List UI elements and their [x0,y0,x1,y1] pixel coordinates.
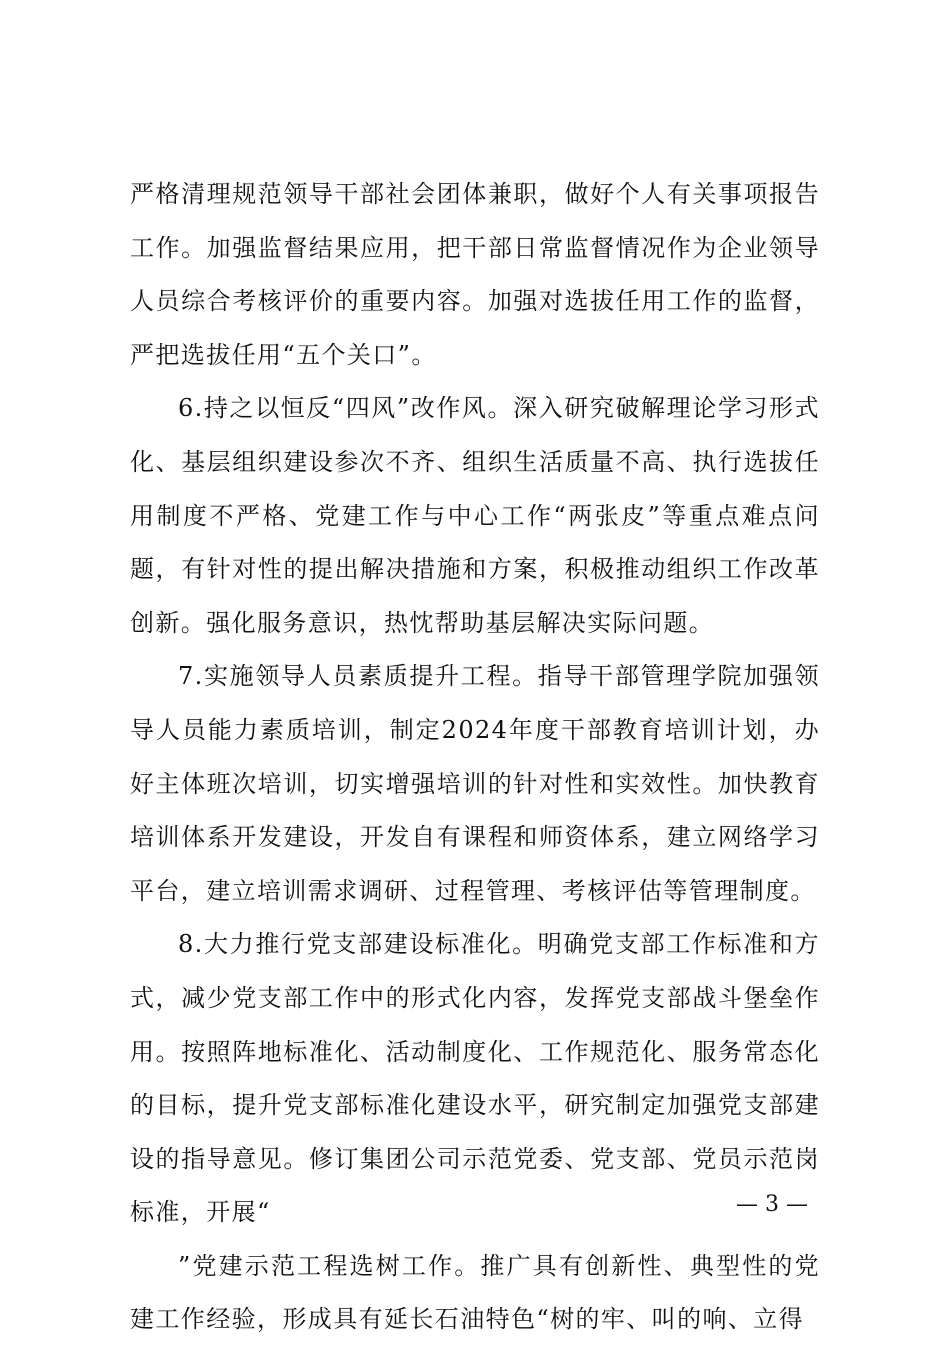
paragraph-continued: 严格清理规范领导干部社会团体兼职，做好个人有关事项报告工作。加强监督结果应用，把干部日常监督情况作为企业领导人员综合考核评价的重要内容。加强对选拔任用工作的监督，严把选拔任用“五个关口”。 [130,180,820,369]
paragraph-item-7: 7.实施领导人员素质提升工程。指导干部管理学院加强领导人员能力素质培训，制定2024年度干部教育培训计划，办好主体班次培训，切实增强培训的针对性和实效性。加快教育培训体系开发建设，开发自有课程和师资体系，建立网络学习平台，建立培训需求调研、过程管理、考核评估等管理制度。 [130,662,820,905]
paragraph-item-8: 8.大力推行党支部建设标准化。明确党支部工作标准和方式，减少党支部工作中的形式化内容，发挥党支部战斗堡垒作用。按照阵地标准化、活动制度化、工作规范化、服务常态化的目标，提升党支部标准化建设水平，研究制定加强党支部建设的指导意见。修订集团公司示范党委、党支部、党员示范岗标准，开展“ [130,930,820,1227]
paragraph-item-6: 6.持之以恒反“四风”改作风。深入研究破解理论学习形式化、基层组织建设参次不齐、组织生活质量不高、执行选拔任用制度不严格、党建工作与中心工作“两张皮”等重点难点问题，有针对性的提出解决措施和方案，积极推动组织工作改革创新。强化服务意识，热忱帮助基层解决实际问题。 [130,394,820,637]
paragraph-item-8-continued: ”党建示范工程选树工作。推广具有创新性、典型性的党建工作经验，形成具有延长石油特色“树的牢、叫的响、立得 [130,1251,820,1334]
page-number: — 3 — [736,1192,808,1217]
document-body [130,168,820,1347]
